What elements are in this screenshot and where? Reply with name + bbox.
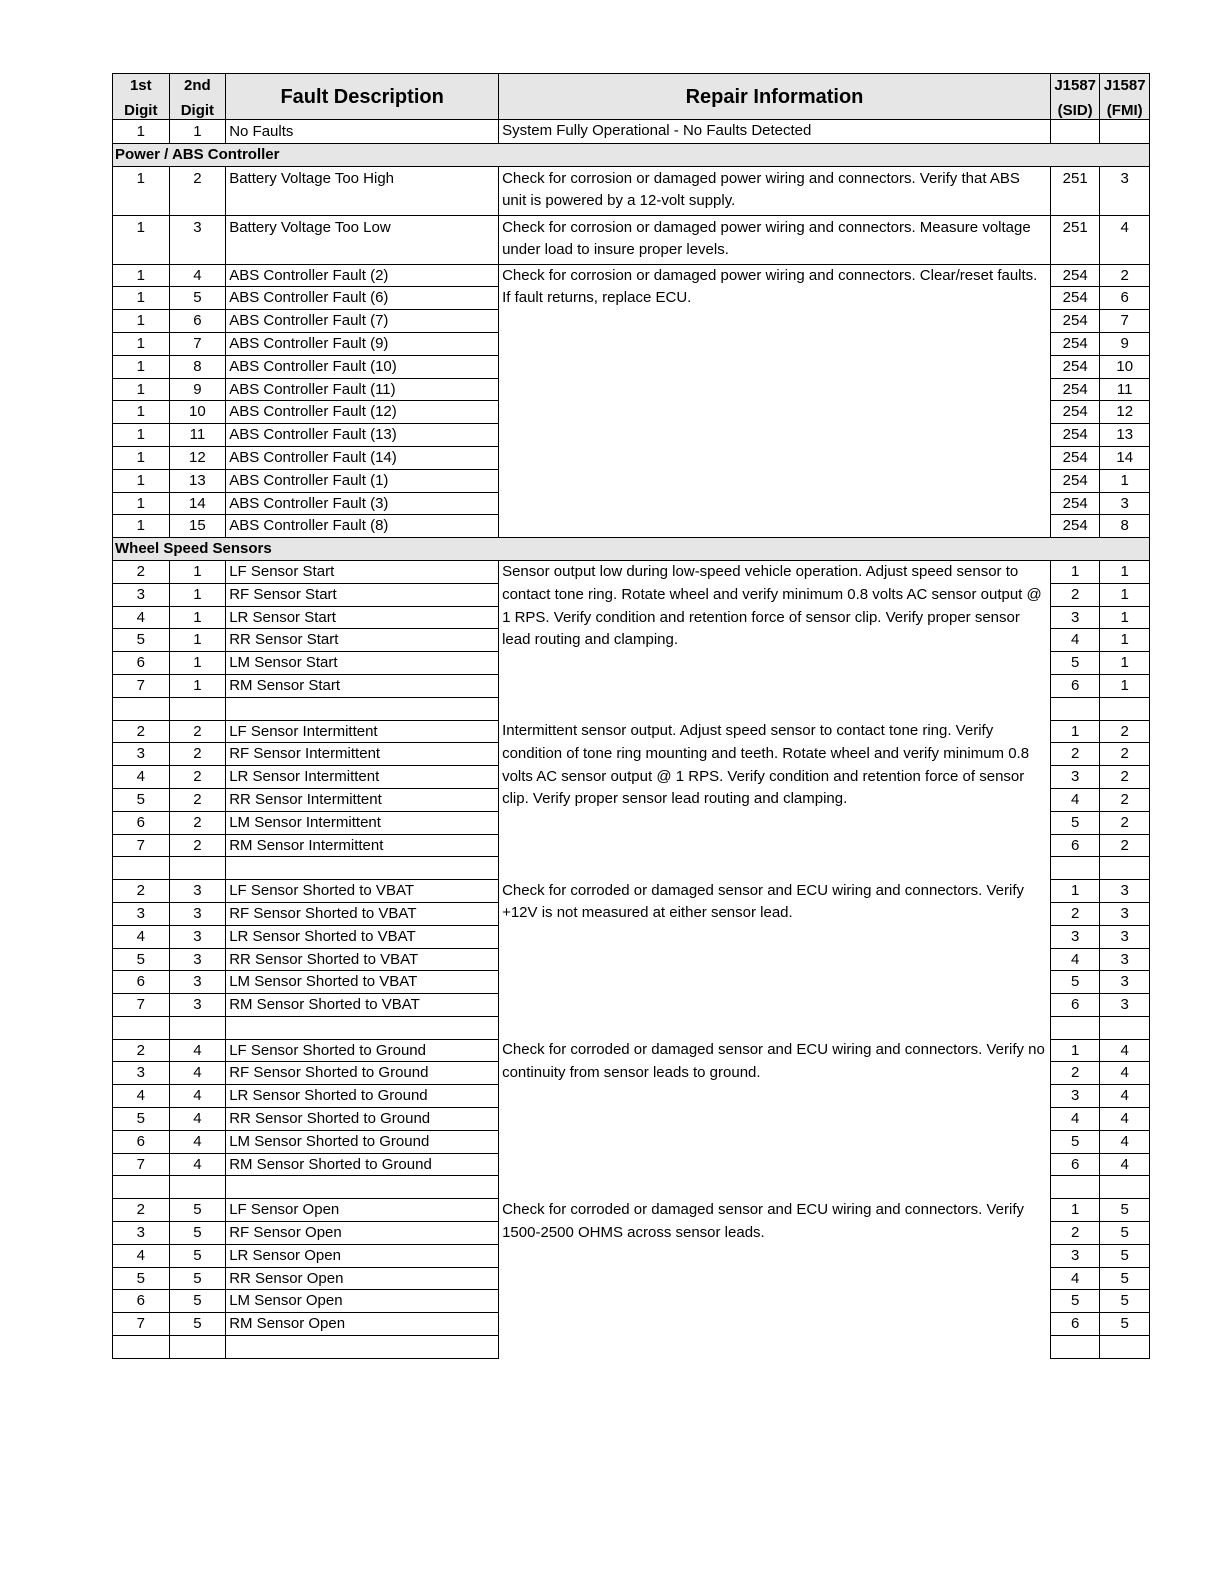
first-digit-cell: 1	[113, 469, 170, 492]
empty-cell	[1100, 1176, 1150, 1199]
fault-description-cell: RM Sensor Open	[226, 1313, 499, 1336]
j1587-fmi-cell: 5	[1100, 1313, 1150, 1336]
j1587-sid-cell: 1	[1050, 1199, 1100, 1222]
fault-description-cell: RF Sensor Open	[226, 1222, 499, 1245]
j1587-fmi-cell: 13	[1100, 424, 1150, 447]
j1587-fmi-cell: 4	[1100, 1130, 1150, 1153]
j1587-fmi-cell: 6	[1100, 287, 1150, 310]
j1587-sid-cell: 3	[1050, 1085, 1100, 1108]
fault-code-table	[112, 73, 1150, 1359]
fault-code-sheet	[112, 73, 1150, 1359]
j1587-fmi-cell: 8	[1100, 515, 1150, 538]
fault-description-cell: Battery Voltage Too High	[226, 166, 499, 215]
second-digit-cell: 1	[169, 560, 226, 583]
second-digit-cell: 1	[169, 629, 226, 652]
j1587-sid-cell: 5	[1050, 652, 1100, 675]
j1587-sid-cell: 4	[1050, 1267, 1100, 1290]
j1587-fmi-cell: 1	[1100, 606, 1150, 629]
header-2nd-digit: 2nd Digit	[169, 74, 226, 120]
j1587-fmi-cell: 3	[1100, 994, 1150, 1017]
fault-description-cell: LR Sensor Intermittent	[226, 766, 499, 789]
j1587-sid-cell: 3	[1050, 925, 1100, 948]
j1587-fmi-cell: 2	[1100, 720, 1150, 743]
j1587-fmi-cell: 3	[1100, 948, 1150, 971]
fault-description-cell: LM Sensor Start	[226, 652, 499, 675]
j1587-fmi-cell: 11	[1100, 378, 1150, 401]
j1587-fmi-cell: 7	[1100, 310, 1150, 333]
empty-cell	[1100, 1336, 1150, 1359]
empty-cell	[226, 1016, 499, 1039]
empty-cell	[113, 1176, 170, 1199]
j1587-sid-cell: 2	[1050, 583, 1100, 606]
j1587-sid-cell: 5	[1050, 1130, 1100, 1153]
j1587-sid-cell: 6	[1050, 1313, 1100, 1336]
fault-description-cell: ABS Controller Fault (3)	[226, 492, 499, 515]
j1587-fmi-cell: 12	[1100, 401, 1150, 424]
second-digit-cell: 13	[169, 469, 226, 492]
j1587-sid-cell: 6	[1050, 834, 1100, 857]
second-digit-cell: 3	[169, 994, 226, 1017]
first-digit-cell: 4	[113, 925, 170, 948]
empty-cell	[169, 1176, 226, 1199]
second-digit-cell: 3	[169, 948, 226, 971]
j1587-sid-cell: 4	[1050, 788, 1100, 811]
j1587-sid-cell: 254	[1050, 355, 1100, 378]
first-digit-cell: 1	[113, 446, 170, 469]
repair-information-cell: Check for corrosion or damaged power wiring and connectors. Verify that ABS unit is powered by a 12-volt supply.	[499, 166, 1051, 215]
j1587-sid-cell: 254	[1050, 492, 1100, 515]
header-repair-information: Repair Information	[499, 74, 1051, 120]
fault-description-cell: LF Sensor Start	[226, 560, 499, 583]
j1587-fmi-cell: 4	[1100, 1153, 1150, 1176]
j1587-sid-cell: 254	[1050, 515, 1100, 538]
first-digit-cell: 2	[113, 560, 170, 583]
j1587-fmi-cell: 2	[1100, 766, 1150, 789]
second-digit-cell: 4	[169, 1153, 226, 1176]
second-digit-cell: 3	[169, 971, 226, 994]
first-digit-cell: 4	[113, 766, 170, 789]
j1587-sid-cell: 5	[1050, 971, 1100, 994]
first-digit-cell: 1	[113, 378, 170, 401]
first-digit-cell: 5	[113, 948, 170, 971]
j1587-sid-cell: 1	[1050, 1039, 1100, 1062]
j1587-fmi-cell: 10	[1100, 355, 1150, 378]
second-digit-cell: 8	[169, 355, 226, 378]
j1587-fmi-cell: 1	[1100, 652, 1150, 675]
first-digit-cell: 3	[113, 583, 170, 606]
table-row	[113, 215, 1150, 264]
fault-description-cell: ABS Controller Fault (7)	[226, 310, 499, 333]
first-digit-cell: 6	[113, 652, 170, 675]
j1587-sid-cell: 1	[1050, 560, 1100, 583]
second-digit-cell: 2	[169, 166, 226, 215]
fault-description-cell: ABS Controller Fault (8)	[226, 515, 499, 538]
fault-description-cell: RM Sensor Start	[226, 674, 499, 697]
first-digit-cell: 1	[113, 287, 170, 310]
second-digit-cell: 6	[169, 310, 226, 333]
fault-description-cell: No Faults	[226, 120, 499, 144]
empty-cell	[169, 857, 226, 880]
fault-description-cell: RR Sensor Shorted to VBAT	[226, 948, 499, 971]
fault-description-cell: RF Sensor Shorted to VBAT	[226, 902, 499, 925]
second-digit-cell: 1	[169, 674, 226, 697]
repair-information-cell: Intermittent sensor output. Adjust speed sensor to contact tone ring. Verify condition of tone ring mounting and teeth. Rotate wheel and verify minimum 0.8 volts AC sensor output @ 1 RPS. Verify condition and retention force of sensor clip. Verify proper sensor lead routing and clamping.	[499, 720, 1051, 880]
j1587-fmi-cell: 4	[1100, 1085, 1150, 1108]
first-digit-cell: 2	[113, 880, 170, 903]
j1587-sid-cell: 5	[1050, 1290, 1100, 1313]
j1587-fmi-cell: 1	[1100, 560, 1150, 583]
first-digit-cell: 4	[113, 1244, 170, 1267]
second-digit-cell: 4	[169, 1062, 226, 1085]
fault-description-cell: ABS Controller Fault (9)	[226, 332, 499, 355]
j1587-sid-cell: 254	[1050, 469, 1100, 492]
j1587-sid-cell: 3	[1050, 766, 1100, 789]
fault-description-cell: ABS Controller Fault (13)	[226, 424, 499, 447]
second-digit-cell: 4	[169, 264, 226, 287]
first-digit-cell: 5	[113, 629, 170, 652]
second-digit-cell: 2	[169, 766, 226, 789]
fault-description-cell: ABS Controller Fault (14)	[226, 446, 499, 469]
first-digit-cell: 6	[113, 971, 170, 994]
fault-description-cell: ABS Controller Fault (6)	[226, 287, 499, 310]
empty-cell	[226, 1336, 499, 1359]
fault-description-cell: LF Sensor Shorted to VBAT	[226, 880, 499, 903]
first-digit-cell: 1	[113, 492, 170, 515]
fault-description-cell: LR Sensor Open	[226, 1244, 499, 1267]
empty-cell	[113, 1016, 170, 1039]
j1587-fmi-cell: 4	[1100, 215, 1150, 264]
j1587-sid-cell: 2	[1050, 1062, 1100, 1085]
j1587-fmi-cell: 3	[1100, 492, 1150, 515]
first-digit-cell: 3	[113, 902, 170, 925]
empty-cell	[113, 857, 170, 880]
fault-description-cell: RM Sensor Shorted to Ground	[226, 1153, 499, 1176]
second-digit-cell: 5	[169, 287, 226, 310]
j1587-fmi-cell: 1	[1100, 469, 1150, 492]
j1587-sid-cell	[1050, 120, 1100, 144]
empty-cell	[113, 1336, 170, 1359]
fault-description-cell: LR Sensor Shorted to Ground	[226, 1085, 499, 1108]
second-digit-cell: 1	[169, 120, 226, 144]
first-digit-cell: 1	[113, 166, 170, 215]
table-row	[113, 264, 1150, 287]
first-digit-cell: 6	[113, 1290, 170, 1313]
first-digit-cell: 1	[113, 120, 170, 144]
second-digit-cell: 2	[169, 788, 226, 811]
empty-cell	[226, 697, 499, 720]
fault-description-cell: LF Sensor Shorted to Ground	[226, 1039, 499, 1062]
second-digit-cell: 1	[169, 606, 226, 629]
j1587-sid-cell: 254	[1050, 287, 1100, 310]
j1587-sid-cell: 4	[1050, 948, 1100, 971]
j1587-fmi-cell: 4	[1100, 1062, 1150, 1085]
j1587-sid-cell: 2	[1050, 902, 1100, 925]
section-title: Wheel Speed Sensors	[113, 538, 1150, 561]
j1587-fmi-cell: 4	[1100, 1039, 1150, 1062]
empty-cell	[226, 1176, 499, 1199]
table-row	[113, 1039, 1150, 1062]
j1587-sid-cell: 1	[1050, 880, 1100, 903]
fault-description-cell: Battery Voltage Too Low	[226, 215, 499, 264]
fault-description-cell: RR Sensor Open	[226, 1267, 499, 1290]
first-digit-cell: 2	[113, 1039, 170, 1062]
fault-description-cell: ABS Controller Fault (12)	[226, 401, 499, 424]
empty-cell	[1050, 857, 1100, 880]
j1587-fmi-cell	[1100, 120, 1150, 144]
j1587-sid-cell: 254	[1050, 401, 1100, 424]
j1587-sid-cell: 254	[1050, 446, 1100, 469]
second-digit-cell: 3	[169, 925, 226, 948]
table-row	[113, 1199, 1150, 1222]
section-header-row	[113, 143, 1150, 166]
first-digit-cell: 7	[113, 674, 170, 697]
empty-cell	[169, 1016, 226, 1039]
table-row	[113, 166, 1150, 215]
second-digit-cell: 5	[169, 1222, 226, 1245]
j1587-sid-cell: 254	[1050, 378, 1100, 401]
second-digit-cell: 11	[169, 424, 226, 447]
first-digit-cell: 5	[113, 1267, 170, 1290]
j1587-fmi-cell: 2	[1100, 834, 1150, 857]
first-digit-cell: 5	[113, 1108, 170, 1131]
second-digit-cell: 7	[169, 332, 226, 355]
j1587-sid-cell: 254	[1050, 332, 1100, 355]
empty-cell	[1050, 1016, 1100, 1039]
j1587-fmi-cell: 5	[1100, 1199, 1150, 1222]
second-digit-cell: 4	[169, 1108, 226, 1131]
j1587-fmi-cell: 3	[1100, 166, 1150, 215]
first-digit-cell: 7	[113, 834, 170, 857]
fault-description-cell: ABS Controller Fault (10)	[226, 355, 499, 378]
first-digit-cell: 1	[113, 332, 170, 355]
fault-description-cell: RR Sensor Intermittent	[226, 788, 499, 811]
second-digit-cell: 4	[169, 1039, 226, 1062]
second-digit-cell: 3	[169, 880, 226, 903]
j1587-sid-cell: 4	[1050, 1108, 1100, 1131]
first-digit-cell: 7	[113, 994, 170, 1017]
j1587-sid-cell: 5	[1050, 811, 1100, 834]
second-digit-cell: 5	[169, 1290, 226, 1313]
second-digit-cell: 5	[169, 1267, 226, 1290]
first-digit-cell: 5	[113, 788, 170, 811]
fault-description-cell: RM Sensor Intermittent	[226, 834, 499, 857]
j1587-sid-cell: 251	[1050, 215, 1100, 264]
fault-description-cell: ABS Controller Fault (1)	[226, 469, 499, 492]
second-digit-cell: 15	[169, 515, 226, 538]
fault-description-cell: LM Sensor Shorted to VBAT	[226, 971, 499, 994]
first-digit-cell: 4	[113, 1085, 170, 1108]
j1587-sid-cell: 3	[1050, 606, 1100, 629]
j1587-sid-cell: 251	[1050, 166, 1100, 215]
fault-description-cell: LR Sensor Start	[226, 606, 499, 629]
j1587-sid-cell: 254	[1050, 310, 1100, 333]
empty-cell	[1050, 1176, 1100, 1199]
repair-information-cell: Sensor output low during low-speed vehicle operation. Adjust speed sensor to contact tone ring. Rotate wheel and verify minimum 0.8 volts AC sensor output @ 1 RPS. Verify condition and retention force of sensor clip. Verify proper sensor lead routing and clamping.	[499, 560, 1051, 720]
first-digit-cell: 3	[113, 1222, 170, 1245]
header-1st-digit: 1st Digit	[113, 74, 170, 120]
fault-description-cell: LR Sensor Shorted to VBAT	[226, 925, 499, 948]
j1587-fmi-cell: 2	[1100, 264, 1150, 287]
j1587-fmi-cell: 2	[1100, 788, 1150, 811]
first-digit-cell: 2	[113, 1199, 170, 1222]
j1587-fmi-cell: 2	[1100, 743, 1150, 766]
fault-description-cell: ABS Controller Fault (11)	[226, 378, 499, 401]
second-digit-cell: 14	[169, 492, 226, 515]
j1587-fmi-cell: 5	[1100, 1267, 1150, 1290]
j1587-fmi-cell: 4	[1100, 1108, 1150, 1131]
table-row	[113, 120, 1150, 144]
first-digit-cell: 1	[113, 264, 170, 287]
header-fault-description: Fault Description	[226, 74, 499, 120]
first-digit-cell: 1	[113, 515, 170, 538]
table-body	[113, 120, 1150, 1359]
j1587-sid-cell: 254	[1050, 264, 1100, 287]
empty-cell	[1100, 697, 1150, 720]
first-digit-cell: 1	[113, 401, 170, 424]
header-row	[113, 74, 1150, 120]
first-digit-cell: 7	[113, 1153, 170, 1176]
fault-description-cell: LF Sensor Intermittent	[226, 720, 499, 743]
j1587-fmi-cell: 3	[1100, 880, 1150, 903]
header-j1587-sid: J1587 (SID)	[1050, 74, 1100, 120]
first-digit-cell: 1	[113, 424, 170, 447]
second-digit-cell: 1	[169, 652, 226, 675]
first-digit-cell: 1	[113, 310, 170, 333]
second-digit-cell: 12	[169, 446, 226, 469]
second-digit-cell: 4	[169, 1130, 226, 1153]
first-digit-cell: 7	[113, 1313, 170, 1336]
empty-cell	[1100, 857, 1150, 880]
j1587-fmi-cell: 9	[1100, 332, 1150, 355]
second-digit-cell: 2	[169, 811, 226, 834]
second-digit-cell: 4	[169, 1085, 226, 1108]
first-digit-cell: 2	[113, 720, 170, 743]
fault-description-cell: LM Sensor Shorted to Ground	[226, 1130, 499, 1153]
section-header-row	[113, 538, 1150, 561]
first-digit-cell: 4	[113, 606, 170, 629]
empty-cell	[1050, 697, 1100, 720]
j1587-fmi-cell: 14	[1100, 446, 1150, 469]
header-j1587-fmi: J1587 (FMI)	[1100, 74, 1150, 120]
table-row	[113, 560, 1150, 583]
first-digit-cell: 1	[113, 355, 170, 378]
j1587-fmi-cell: 5	[1100, 1244, 1150, 1267]
j1587-fmi-cell: 1	[1100, 583, 1150, 606]
fault-description-cell: ABS Controller Fault (2)	[226, 264, 499, 287]
fault-description-cell: RF Sensor Start	[226, 583, 499, 606]
j1587-sid-cell: 1	[1050, 720, 1100, 743]
first-digit-cell: 1	[113, 215, 170, 264]
j1587-fmi-cell: 5	[1100, 1222, 1150, 1245]
j1587-fmi-cell: 2	[1100, 811, 1150, 834]
j1587-sid-cell: 254	[1050, 424, 1100, 447]
empty-cell	[1050, 1336, 1100, 1359]
second-digit-cell: 5	[169, 1199, 226, 1222]
table-row	[113, 720, 1150, 743]
j1587-sid-cell: 2	[1050, 743, 1100, 766]
second-digit-cell: 1	[169, 583, 226, 606]
first-digit-cell: 3	[113, 1062, 170, 1085]
j1587-sid-cell: 6	[1050, 1153, 1100, 1176]
section-title: Power / ABS Controller	[113, 143, 1150, 166]
fault-description-cell: RR Sensor Start	[226, 629, 499, 652]
fault-description-cell: RR Sensor Shorted to Ground	[226, 1108, 499, 1131]
empty-cell	[169, 1336, 226, 1359]
second-digit-cell: 2	[169, 743, 226, 766]
second-digit-cell: 5	[169, 1244, 226, 1267]
repair-information-cell: Check for corroded or damaged sensor and ECU wiring and connectors. Verify 1500-2500 OHMS across sensor leads.	[499, 1199, 1051, 1359]
j1587-sid-cell: 2	[1050, 1222, 1100, 1245]
j1587-fmi-cell: 5	[1100, 1290, 1150, 1313]
fault-description-cell: RF Sensor Shorted to Ground	[226, 1062, 499, 1085]
j1587-fmi-cell: 1	[1100, 674, 1150, 697]
fault-description-cell: LF Sensor Open	[226, 1199, 499, 1222]
second-digit-cell: 9	[169, 378, 226, 401]
first-digit-cell: 3	[113, 743, 170, 766]
j1587-sid-cell: 3	[1050, 1244, 1100, 1267]
fault-description-cell: RF Sensor Intermittent	[226, 743, 499, 766]
fault-description-cell: LM Sensor Open	[226, 1290, 499, 1313]
j1587-fmi-cell: 3	[1100, 971, 1150, 994]
empty-cell	[113, 697, 170, 720]
empty-cell	[169, 697, 226, 720]
first-digit-cell: 6	[113, 811, 170, 834]
repair-information-cell: Check for corrosion or damaged power wiring and connectors. Clear/reset faults. If fault returns, replace ECU.	[499, 264, 1051, 538]
second-digit-cell: 3	[169, 215, 226, 264]
repair-information-cell: Check for corrosion or damaged power wiring and connectors. Measure voltage under load to insure proper levels.	[499, 215, 1051, 264]
repair-information-cell: System Fully Operational - No Faults Detected	[499, 120, 1051, 144]
second-digit-cell: 5	[169, 1313, 226, 1336]
j1587-sid-cell: 4	[1050, 629, 1100, 652]
j1587-fmi-cell: 3	[1100, 902, 1150, 925]
j1587-sid-cell: 6	[1050, 994, 1100, 1017]
first-digit-cell: 6	[113, 1130, 170, 1153]
repair-information-cell: Check for corroded or damaged sensor and ECU wiring and connectors. Verify +12V is not measured at either sensor lead.	[499, 880, 1051, 1040]
repair-information-cell: Check for corroded or damaged sensor and ECU wiring and connectors. Verify no continuity from sensor leads to ground.	[499, 1039, 1051, 1199]
second-digit-cell: 2	[169, 834, 226, 857]
second-digit-cell: 10	[169, 401, 226, 424]
empty-cell	[1100, 1016, 1150, 1039]
fault-description-cell: LM Sensor Intermittent	[226, 811, 499, 834]
j1587-fmi-cell: 1	[1100, 629, 1150, 652]
j1587-fmi-cell: 3	[1100, 925, 1150, 948]
fault-description-cell: RM Sensor Shorted to VBAT	[226, 994, 499, 1017]
second-digit-cell: 3	[169, 902, 226, 925]
empty-cell	[226, 857, 499, 880]
second-digit-cell: 2	[169, 720, 226, 743]
j1587-sid-cell: 6	[1050, 674, 1100, 697]
table-row	[113, 880, 1150, 903]
